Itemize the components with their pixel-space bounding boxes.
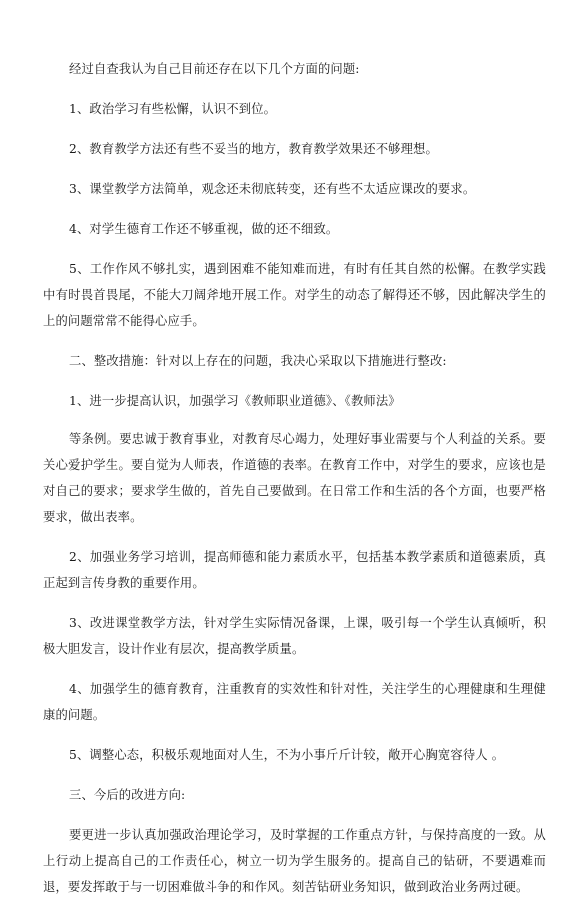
section-heading-improvement: 三、今后的改进方向: bbox=[69, 788, 186, 802]
measure-item-1-continued: 等条例。要忠诚于教育事业，对教育尽心竭力，处理好事业需要与个人利益的关系。要关心爱护学生。要自觉为人师表，作道德的表率。在教育工作中，对学生的要求，应该也是对自己的要求；要求学生做的，首先自己要做到。在日常工作和生活的各个方面，也要严格要求，做出表率。 bbox=[43, 432, 546, 524]
measure-item-2: 2、加强业务学习培训，提高师德和能力素质水平，包括基本教学素质和道德素质，真正起到言传身教的重要作用。 bbox=[43, 550, 546, 590]
problem-item-2: 2、教育教学方法还有些不妥当的地方，教育教学效果还不够理想。 bbox=[69, 142, 438, 156]
document-body bbox=[43, 56, 546, 900]
measure-item-5: 5、调整心态，积极乐观地面对人生，不为小事斤斤计较，敞开心胸宽容待人 。 bbox=[69, 748, 505, 762]
section-heading-measures: 二、整改措施：针对以上存在的问题，我决心采取以下措施进行整改: bbox=[69, 354, 447, 368]
measure-item-3: 3、改进课堂教学方法，针对学生实际情况备课，上课，吸引每一个学生认真倾听，积极大胆发言，设计作业有层次，提高教学质量。 bbox=[43, 616, 546, 656]
intro-paragraph: 经过自查我认为自己目前还存在以下几个方面的问题: bbox=[69, 62, 360, 76]
problem-item-5: 5、工作作风不够扎实，遇到困难不能知难而进，有时有任其自然的松懈。在教学实践中有时畏首畏尾，不能大刀阔斧地开展工作。对学生的动态了解得还不够，因此解决学生的上的问题常常不能得心应手。 bbox=[43, 262, 546, 328]
measure-item-4: 4、加强学生的德育教育，注重教育的实效性和针对性，关注学生的心理健康和生理健康的问题。 bbox=[43, 682, 546, 722]
problem-item-3: 3、课堂教学方法简单，观念还未彻底转变，还有些不太适应课改的要求。 bbox=[69, 182, 476, 196]
problem-item-4: 4、对学生德育工作还不够重视，做的还不细致。 bbox=[69, 222, 339, 236]
measure-item-1: 1、进一步提高认识，加强学习《教师职业道德》、《教师法》 bbox=[69, 394, 401, 408]
improvement-paragraph: 要更进一步认真加强政治理论学习，及时掌握的工作重点方针，与保持高度的一致。从上行动上提高自己的工作责任心，树立一切为学生服务的。提高自己的钻研，不要遇难而退，要发挥敢于与一切困难做斗争的和作风。刻苦钻研业务知识，做到政治业务两过硬。 bbox=[43, 828, 546, 894]
problem-item-1: 1、政治学习有些松懈，认识不到位。 bbox=[69, 102, 277, 116]
